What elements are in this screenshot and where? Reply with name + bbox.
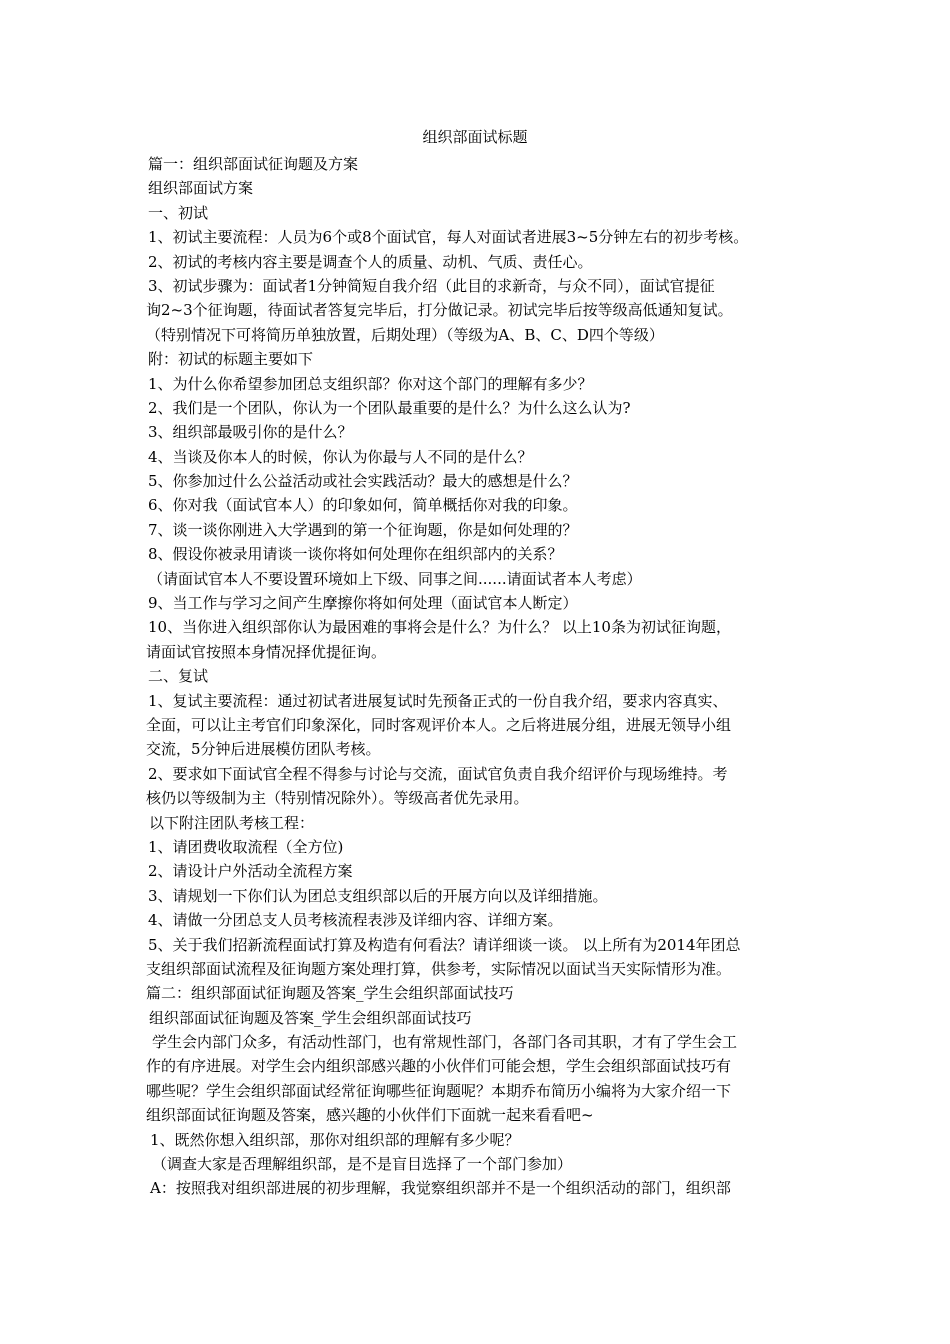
text-line: 2、要求如下面试官全程不得参与讨论与交流，面试官负责自我介绍评价与现场维持。考 xyxy=(148,764,728,783)
text-line: 以下附注团队考核工程： xyxy=(149,813,315,832)
text-line: 附：初试的标题主要如下 xyxy=(148,350,314,369)
text-line: 3、初试步骤为：面试者1分钟简短自我介绍（此目的求新奇，与众不同），面试官提征 xyxy=(148,276,715,295)
text-line: 篇二：组织部面试征询题及答案_学生会组织部面试技巧 xyxy=(146,984,514,1003)
text-line: 组织部面试方案 xyxy=(148,179,254,198)
text-line: A：按照我对组织部进展的初步理解，我觉察组织部并不是一个组织活动的部门，组织部 xyxy=(150,1179,731,1198)
text-line: 1、请团费收取流程（全方位) xyxy=(148,837,344,856)
document-body xyxy=(146,152,816,1201)
text-line: 一、初试 xyxy=(148,203,209,222)
text-line: 3、请规划一下你们认为团总支组织部以后的开展方向以及详细措施。 xyxy=(148,886,608,905)
text-line: 作的有序进展。对学生会内组织部感兴趣的小伙伴们可能会想，学生会组织部面试技巧有 xyxy=(146,1057,732,1076)
text-line: （调查大家是否理解组织部，是不是盲目选择了一个部门参加） xyxy=(152,1155,573,1174)
text-line: 1、为什么你希望参加团总支组织部？你对这个部门的理解有多少？ xyxy=(148,374,593,393)
text-line: 篇一：组织部面试征询题及方案 xyxy=(148,155,359,173)
text-line: 哪些呢？学生会组织部面试经常征询哪些征询题呢？本期乔布简历小编将为大家介绍一下 xyxy=(146,1081,732,1100)
text-line: 10、当你进入组织部你认为最困难的事将会是什么？为什么？ 以上10条为初试征询题， xyxy=(148,618,731,637)
text-line: 8、假设你被录用请谈一谈你将如何处理你在组织部内的关系？ xyxy=(148,545,563,564)
text-line: 交流，5分钟后进展模仿团队考核。 xyxy=(146,740,381,759)
text-line: 2、请设计户外活动全流程方案 xyxy=(148,862,353,881)
text-line: 6、你对我（面试官本人）的印象如何，简单概括你对我的印象。 xyxy=(148,496,578,515)
text-line: 组织部面试征询题及答案，感兴趣的小伙伴们下面就一起来看看吧~ xyxy=(146,1106,594,1125)
text-line: 5、你参加过什么公益活动或社会实践活动？最大的感想是什么？ xyxy=(148,472,578,491)
text-line: 1、初试主要流程：人员为6个或8个面试官，每人对面试者进展3~5分钟左右的初步考核。 xyxy=(148,228,749,247)
text-line: 2、我们是一个团队，你认为一个团队最重要的是什么？为什么这么认为? xyxy=(148,398,631,417)
text-line: 5、关于我们招新流程面试打算及构造有何看法？请详细谈一谈。 以上所有为2014年团总 xyxy=(148,935,741,954)
text-line: 组织部面试征询题及答案_学生会组织部面试技巧 xyxy=(149,1008,472,1027)
text-line: 核仍以等级制为主（特别情况除外）。等级高者优先录用。 xyxy=(146,789,529,808)
text-line: 4、当谈及你本人的时候，你认为你最与人不同的是什么？ xyxy=(148,447,533,466)
text-line: 1、复试主要流程：通过初试者进展复试时先预备正式的一份自我介绍，要求内容真实、 xyxy=(148,691,728,710)
text-line: 7、谈一谈你刚进入大学遇到的第一个征询题，你是如何处理的？ xyxy=(148,520,578,539)
text-line: 3、组织部最吸引你的是什么？ xyxy=(148,423,353,442)
text-line: 2、初试的考核内容主要是调查个人的质量、动机、气质、责任心。 xyxy=(148,252,593,271)
text-line: （请面试官本人不要设置环境如上下级、同事之间......请面试者本人考虑） xyxy=(148,569,642,588)
text-line: （特别情况下可将简历单独放置，后期处理）（等级为A、B、C、D四个等级） xyxy=(146,325,664,344)
text-line: 9、当工作与学习之间产生摩擦你将如何处理（面试官本人断定） xyxy=(148,594,578,613)
text-line: 二、复试 xyxy=(148,667,209,686)
text-line: 请面试官按照本身情况择优提征询。 xyxy=(146,642,387,661)
text-line: 支组织部面试流程及征询题方案处理打算，供参考，实际情况以面试当天实际情形为准。 xyxy=(146,959,732,978)
text-line: 4、请做一分团总支人员考核流程表涉及详细内容、详细方案。 xyxy=(148,911,563,930)
text-line: 全面，可以让主考官们印象深化，同时客观评价本人。之后将进展分组，进展无领导小组 xyxy=(146,715,732,734)
text-line: 询2~3个征询题，待面试者答复完毕后，打分做记录。初试完毕后按等级高低通知复试。 xyxy=(146,301,733,320)
document-title: 组织部面试标题 xyxy=(422,128,528,146)
text-line: 1、既然你想入组织部，那你对组织部的理解有多少呢？ xyxy=(150,1130,520,1149)
text-line: 学生会内部门众多，有活动性部门，也有常规性部门，各部门各司其职，才有了学生会工 xyxy=(152,1033,738,1052)
